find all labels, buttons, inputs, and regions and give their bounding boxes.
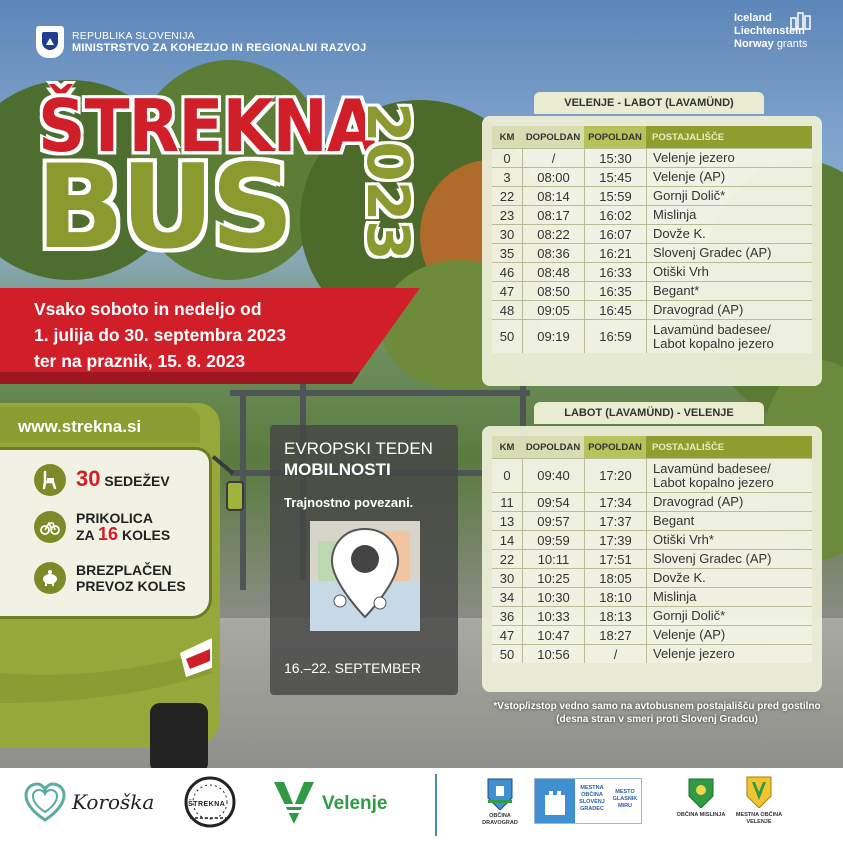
velenje-logo-text: Velenje (322, 793, 388, 814)
morning-time-cell: 09:40 (522, 458, 584, 492)
stop-name-cell: Mislinja (646, 205, 812, 224)
website-link[interactable]: www.strekna.si (18, 417, 142, 436)
morning-time-cell: 08:50 (522, 281, 584, 300)
route-title-outbound: VELENJE - LABOT (LAVAMÜND) (534, 92, 764, 114)
km-cell: 23 (492, 205, 522, 224)
morning-time-cell: 10:33 (522, 606, 584, 625)
morning-time-cell: 10:30 (522, 587, 584, 606)
morning-time-cell: 10:47 (522, 625, 584, 644)
col-postajalisce: POSTAJALIŠČE (646, 126, 812, 148)
bicycle-icon (34, 511, 66, 543)
morning-time-cell: 09:59 (522, 530, 584, 549)
footnote: *Vstop/izstop vedno samo na avtobusnem postajališču pred gostilno (desna stran v smeri proti Slovenj Gradcu) (493, 701, 821, 725)
afternoon-time-cell: 16:33 (584, 262, 646, 281)
km-cell: 0 (492, 148, 522, 167)
footer-divider (435, 774, 437, 836)
afternoon-time-cell: 17:34 (584, 492, 646, 511)
col-popoldan: POPOLDAN (584, 436, 646, 458)
feature-free-transport: BREZPLAČEN PREVOZ KOLES (34, 562, 186, 594)
afternoon-time-cell: 16:45 (584, 300, 646, 319)
morning-time-cell: 08:17 (522, 205, 584, 224)
table-row (492, 511, 812, 530)
km-cell: 47 (492, 625, 522, 644)
stop-name-cell: Dovže K. (646, 224, 812, 243)
timetable-return-table (492, 436, 812, 663)
morning-time-cell: 08:22 (522, 224, 584, 243)
peace-messenger-label: MESTO GLASNIK MIRU (612, 789, 638, 809)
col-km: KM (492, 126, 522, 148)
km-cell: 50 (492, 319, 522, 353)
km-cell: 22 (492, 186, 522, 205)
stop-name-cell: Velenje (AP) (646, 167, 812, 186)
afternoon-time-cell: 17:37 (584, 511, 646, 530)
grants-line3: Norway grants (734, 38, 808, 50)
afternoon-time-cell: 16:59 (584, 319, 646, 353)
schedule-banner (0, 288, 420, 384)
mobility-line1: EVROPSKI TEDEN (284, 439, 433, 458)
mobility-tagline: Trajnostno povezani. (284, 495, 414, 510)
seat-icon (34, 464, 66, 496)
km-cell: 35 (492, 243, 522, 262)
stop-name-cell: Velenje (AP) (646, 625, 812, 644)
morning-time-cell: 08:14 (522, 186, 584, 205)
km-cell: 22 (492, 549, 522, 568)
afternoon-time-cell: 16:35 (584, 281, 646, 300)
col-postajalisce: POSTAJALIŠČE (646, 436, 812, 458)
morning-time-cell: 09:54 (522, 492, 584, 511)
koroska-heart-icon (24, 782, 66, 824)
slovenj-gradec-logo (534, 778, 642, 824)
col-km: KM (492, 436, 522, 458)
slovenj-gradec-castle-icon (543, 787, 567, 815)
morning-time-cell: 10:11 (522, 549, 584, 568)
col-dopoldan: DOPOLDAN (522, 436, 584, 458)
location-pin-icon (310, 521, 420, 631)
grants-icon (790, 12, 812, 30)
km-cell: 50 (492, 644, 522, 663)
sponsor-footer (0, 768, 843, 843)
bus-mirror (226, 481, 244, 511)
eea-grants-logo (734, 12, 807, 51)
afternoon-time-cell: 17:51 (584, 549, 646, 568)
table-row (492, 568, 812, 587)
gov-line2: MINISTRSTVO ZA KOHEZIJO IN REGIONALNI RAZVOJ (72, 42, 367, 54)
stop-name-cell: Slovenj Gradec (AP) (646, 243, 812, 262)
grants-line1: Iceland (734, 12, 772, 24)
afternoon-time-cell: 17:20 (584, 458, 646, 492)
stop-name-cell: Lavamünd badesee/ Labot kopalno jezero (646, 458, 812, 492)
table-row (492, 186, 812, 205)
morning-time-cell: 09:19 (522, 319, 584, 353)
afternoon-time-cell: 15:45 (584, 167, 646, 186)
mobility-dates: 16.–22. SEPTEMBER (284, 660, 421, 676)
timetable-outbound-table (492, 126, 812, 353)
km-cell: 3 (492, 167, 522, 186)
bus-wheel (150, 703, 208, 773)
slovenia-crest-icon (36, 26, 64, 58)
morning-time-cell: 08:00 (522, 167, 584, 186)
km-cell: 34 (492, 587, 522, 606)
stop-name-cell: Dovže K. (646, 568, 812, 587)
table-row (492, 644, 812, 663)
table-row (492, 224, 812, 243)
velenje-mo-label: MESTNA OBČINA VELENJE (735, 812, 783, 825)
table-row (492, 458, 812, 492)
velenje-crest-icon (746, 776, 772, 808)
velenje-v-icon (272, 780, 316, 826)
morning-time-cell: / (522, 148, 584, 167)
table-row (492, 606, 812, 625)
mobility-week-panel (270, 425, 458, 695)
afternoon-time-cell: 18:05 (584, 568, 646, 587)
stop-name-cell: Dravograd (AP) (646, 492, 812, 511)
strekna-logo-text: ŠTREKNA (188, 801, 226, 808)
timetable-return-body (492, 458, 812, 663)
afternoon-time-cell: 16:07 (584, 224, 646, 243)
stop-name-cell: Lavamünd badesee/ Labot kopalno jezero (646, 319, 812, 353)
afternoon-time-cell: 15:59 (584, 186, 646, 205)
feature-trailer: PRIKOLICA ZA 16 KOLES (34, 510, 170, 543)
table-row (492, 205, 812, 224)
km-cell: 30 (492, 224, 522, 243)
stop-name-cell: Otiški Vrh (646, 262, 812, 281)
stop-name-cell: Mislinja (646, 587, 812, 606)
banner-line3: ter na praznik, 15. 8. 2023 (34, 351, 246, 371)
title-year: 2023 (354, 102, 422, 260)
dravograd-label: OBČINA DRAVOGRAD (482, 813, 518, 826)
km-cell: 13 (492, 511, 522, 530)
feature-seats: 30 SEDEŽEV (34, 464, 170, 496)
col-popoldan: POPOLDAN (584, 126, 646, 148)
route-title-return: LABOT (LAVAMÜND) - VELENJE (534, 402, 764, 424)
table-row (492, 148, 812, 167)
table-row (492, 549, 812, 568)
km-cell: 11 (492, 492, 522, 511)
col-dopoldan: DOPOLDAN (522, 126, 584, 148)
stop-name-cell: Gornji Dolič* (646, 606, 812, 625)
timetable-outbound (482, 116, 822, 386)
afternoon-time-cell: 18:10 (584, 587, 646, 606)
dravograd-crest-icon (487, 778, 513, 810)
piggy-bank-icon (34, 562, 66, 594)
afternoon-time-cell: 18:27 (584, 625, 646, 644)
stop-name-cell: Velenje jezero (646, 148, 812, 167)
morning-time-cell: 08:48 (522, 262, 584, 281)
gov-line1: REPUBLIKA SLOVENIJA (72, 30, 195, 42)
table-row (492, 262, 812, 281)
table-row (492, 281, 812, 300)
bus-destination-sign (0, 407, 200, 443)
stop-name-cell: Dravograd (AP) (646, 300, 812, 319)
table-row (492, 300, 812, 319)
morning-time-cell: 09:57 (522, 511, 584, 530)
km-cell: 47 (492, 281, 522, 300)
km-cell: 46 (492, 262, 522, 281)
mislinja-crest-icon (688, 778, 714, 808)
km-cell: 48 (492, 300, 522, 319)
bus-front-lights (0, 633, 212, 713)
title-bus: BUS (36, 140, 291, 275)
table-row (492, 587, 812, 606)
bus-windshield (0, 447, 212, 619)
table-row (492, 492, 812, 511)
timetable-outbound-body (492, 148, 812, 353)
ministry-header (36, 26, 366, 58)
morning-time-cell: 08:36 (522, 243, 584, 262)
grants-line2: Liechtenstein (734, 25, 805, 37)
km-cell: 30 (492, 568, 522, 587)
km-cell: 36 (492, 606, 522, 625)
afternoon-time-cell: / (584, 644, 646, 663)
stop-name-cell: Gornji Dolič* (646, 186, 812, 205)
afternoon-time-cell: 18:13 (584, 606, 646, 625)
mislinja-label: OBČINA MISLINJA (676, 812, 726, 818)
morning-time-cell: 10:25 (522, 568, 584, 587)
slovenj-gradec-label: MESTNA OBČINA SLOVENJ GRADEC (579, 785, 605, 812)
table-row (492, 167, 812, 186)
mobility-line2: MOBILNOSTI (284, 460, 391, 479)
afternoon-time-cell: 16:21 (584, 243, 646, 262)
table-row (492, 530, 812, 549)
stop-name-cell: Slovenj Gradec (AP) (646, 549, 812, 568)
title-strekna: ŠTREKNA (38, 84, 377, 169)
km-cell: 14 (492, 530, 522, 549)
afternoon-time-cell: 15:30 (584, 148, 646, 167)
table-row (492, 319, 812, 353)
stop-name-cell: Otiški Vrh* (646, 530, 812, 549)
koroska-logo-text: Koroška (72, 790, 155, 814)
stop-name-cell: Velenje jezero (646, 644, 812, 663)
banner-line1: Vsako soboto in nedeljo od (34, 299, 262, 319)
km-cell: 0 (492, 458, 522, 492)
afternoon-time-cell: 17:39 (584, 530, 646, 549)
banner-line2: 1. julija do 30. septembra 2023 (34, 325, 286, 345)
table-row (492, 625, 812, 644)
stop-name-cell: Begant (646, 511, 812, 530)
afternoon-time-cell: 16:02 (584, 205, 646, 224)
timetable-return (482, 426, 822, 692)
bus-illustration (0, 403, 230, 768)
morning-time-cell: 09:05 (522, 300, 584, 319)
stop-name-cell: Begant* (646, 281, 812, 300)
morning-time-cell: 10:56 (522, 644, 584, 663)
table-row (492, 243, 812, 262)
